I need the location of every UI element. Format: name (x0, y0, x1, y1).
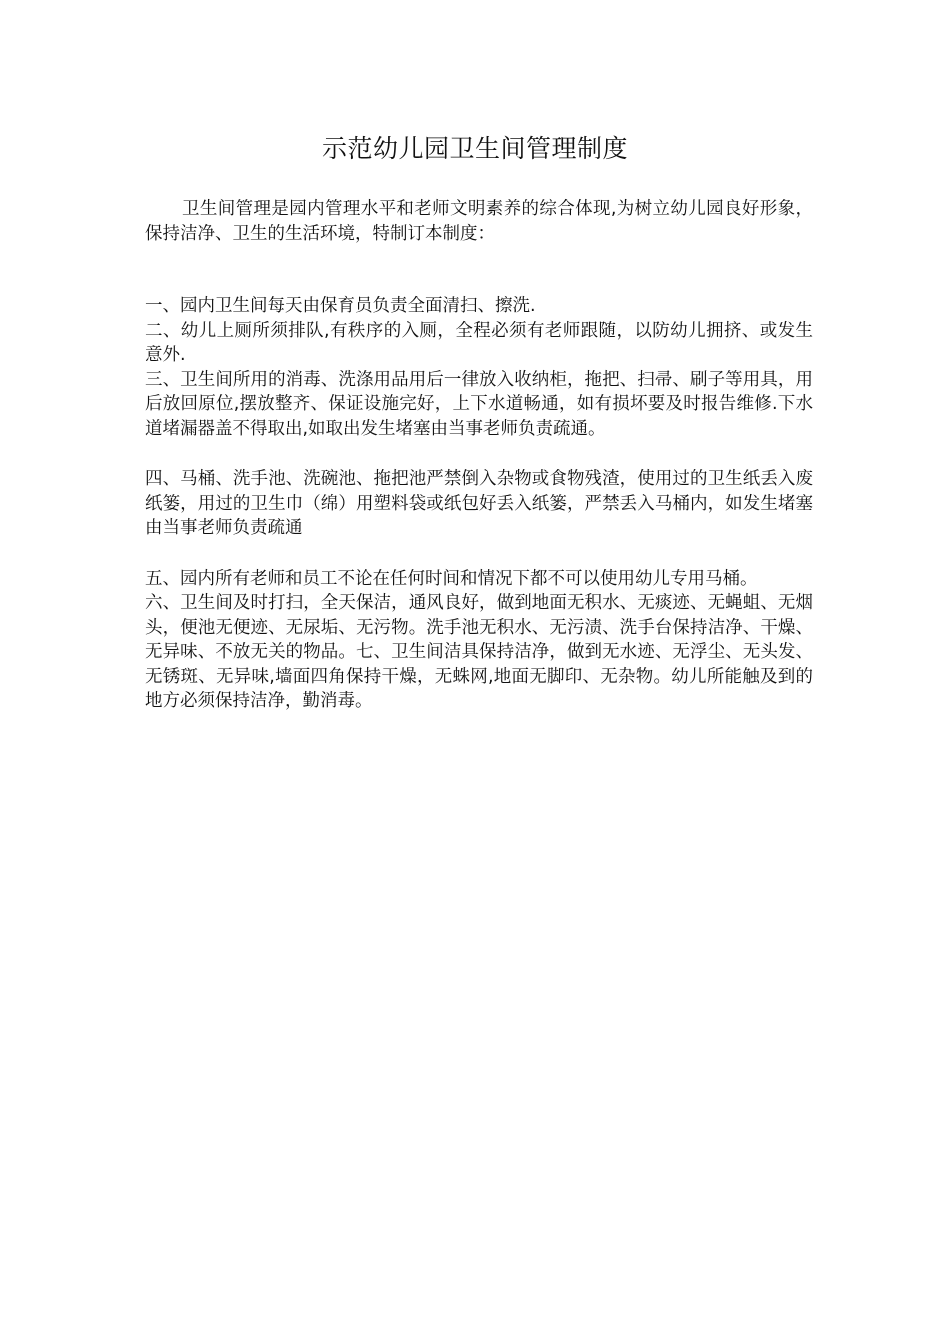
intro-paragraph: 卫生间管理是园内管理水平和老师文明素养的综合体现,为树立幼儿园良好形象，保持洁净、卫生的生活环境，特制订本制度： (145, 199, 813, 244)
rule-item-6: 六、卫生间及时打扫，全天保洁，通风良好，做到地面无积水、无痰迹、无蝇蛆、无烟头，便池无便迹、无尿垢、无污物。洗手池无积水、无污渍、洗手台保持洁净、干燥、无异味、不放无关的物品。七、卫生间洁具保持洁净，做到无水迹、无浮尘、无头发、无锈斑、无异味,墙面四角保持干燥，无蛛网,地面无脚印、无杂物。幼儿所能触及到的地方必须保持洁净，勤消毒。 (145, 593, 813, 711)
rule-item-1: 一、园内卫生间每天由保育员负责全面清扫、擦洗. (145, 296, 536, 316)
rule-item-5: 五、园内所有老师和员工不论在任何时间和情况下都不可以使用幼儿专用马桶。 (145, 568, 758, 589)
rule-item-4: 四、马桶、洗手池、洗碗池、拖把池严禁倒入杂物或食物残渣，使用过的卫生纸丢入废纸篓，用过的卫生巾（绵）用塑料袋或纸包好丢入纸篓，严禁丢入马桶内，如发生堵塞由当事老师负责疏通 (145, 469, 813, 538)
document-title: 示范幼儿园卫生间管理制度 (321, 134, 628, 163)
rules-list (145, 294, 813, 714)
rule-item-3: 三、卫生间所用的消毒、洗涤用品用后一律放入收纳柜，拖把、扫帚、刷子等用具，用后放回原位,摆放整齐、保证设施完好，上下水道畅通，如有损坏要及时报告维修.下水道堵漏器盖不得取出,如取出发生堵塞由当事老师负责疏通。 (145, 369, 813, 439)
rule-item-2: 二、幼儿上厕所须排队,有秩序的入厕，全程必须有老师跟随，以防幼儿拥挤、或发生意外. (145, 320, 813, 365)
